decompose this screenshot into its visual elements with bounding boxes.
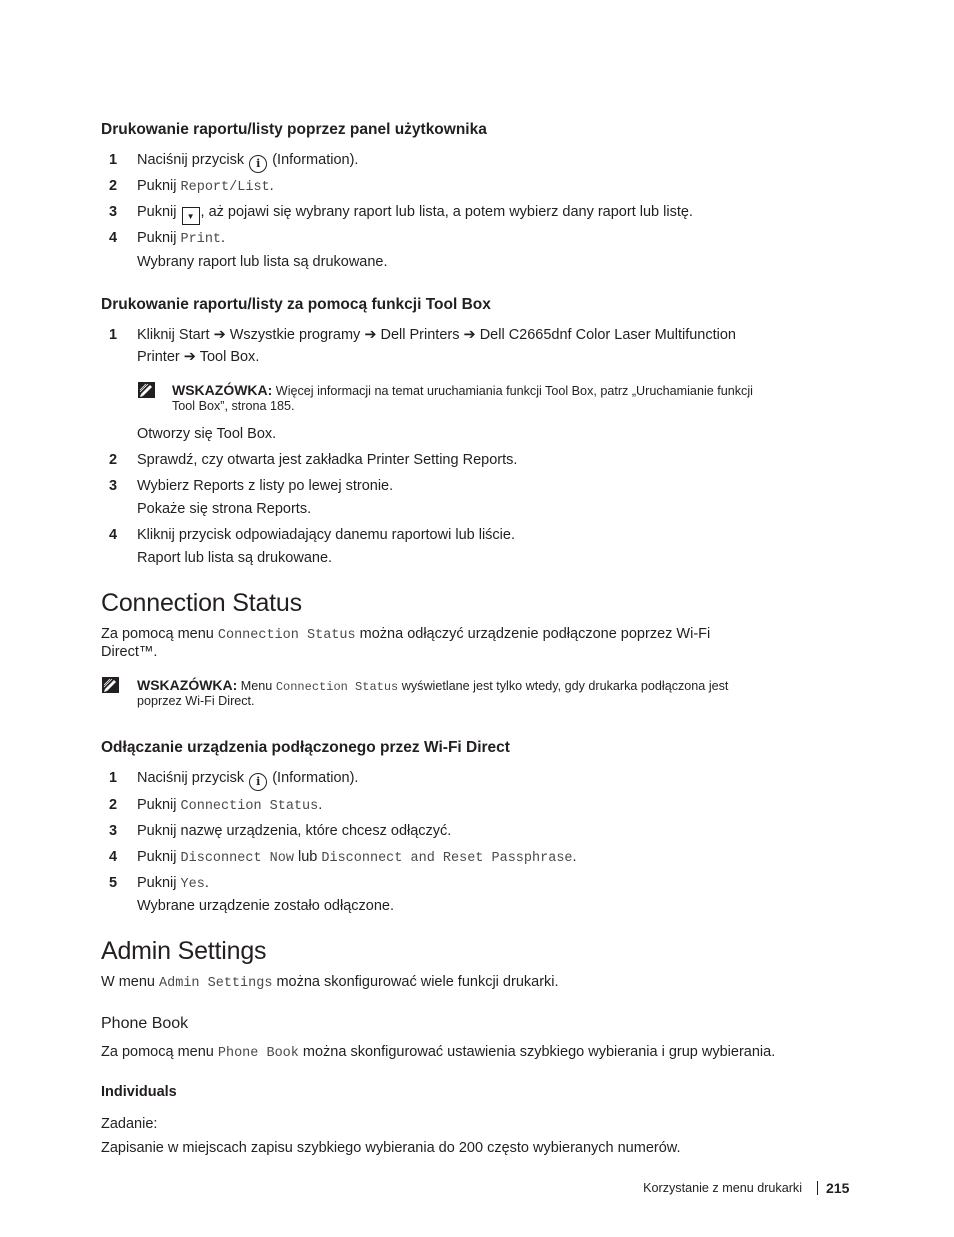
path-item: Wszystkie programy: [229, 327, 361, 343]
paragraph-part: można odłączyć urządzenie podłączone poprzez Wi-Fi: [355, 626, 711, 642]
menu-code: Phone Book: [217, 1046, 299, 1061]
menu-code: Report/List: [180, 180, 270, 195]
note-text: [137, 677, 728, 694]
step-text-part: (: [268, 152, 278, 168]
step-text-part: Puknij: [137, 797, 181, 813]
arrow-icon: ➔: [463, 327, 476, 343]
step-text: [137, 204, 693, 225]
step-text-part: Sprawdź, czy otwarta jest zakładka: [137, 452, 367, 468]
step-number: 1: [109, 770, 118, 786]
step-result: [137, 501, 311, 517]
step-text-part: .: [255, 349, 260, 365]
paragraph-part: można skonfigurować wiele funkcji drukarki.: [272, 974, 559, 990]
step-text-part: ).: [349, 152, 359, 168]
menu-code: Disconnect Now: [180, 851, 294, 866]
paragraph-part: można skonfigurować ustawienia szybkiego wybierania i grup wybierania.: [298, 1044, 776, 1060]
step-text-part: .: [513, 452, 518, 468]
paragraph-part: Za pomocą menu: [101, 626, 218, 642]
step-text-part: Naciśnij przycisk: [137, 152, 249, 168]
step-number: 4: [109, 230, 118, 246]
task-label: Zadanie:: [101, 1116, 158, 1132]
menu-code: Connection Status: [217, 628, 356, 643]
step-text: Kliknij przycisk odpowiadający danemu raportowi lub liście.: [137, 527, 515, 543]
step-text-part: Otworzy się: [137, 426, 217, 442]
menu-code: Admin Settings: [159, 976, 273, 991]
step-text-part: Wybierz: [137, 478, 194, 494]
task-text: Zapisanie w miejscach zapisu szybkiego wybierania do 200 często wybieranych numerów.: [101, 1140, 681, 1156]
step-text-bold: Information: [277, 770, 350, 786]
step-text-bold: Reports: [256, 501, 308, 517]
path-item: Printer: [137, 349, 180, 365]
menu-code: Yes: [180, 877, 205, 892]
step-result: Wybrane urządzenie zostało odłączone.: [137, 898, 394, 914]
step-text-part: Kliknij: [137, 327, 179, 343]
arrow-icon: ➔: [183, 349, 196, 365]
step-text-part: lub: [293, 849, 322, 865]
step-number: 4: [109, 527, 118, 543]
footer-text: Korzystanie z menu drukarki: [643, 1181, 802, 1195]
note-body: wyświetlane jest tylko wtedy, gdy drukarka podłączona jest: [398, 679, 729, 693]
step-text: [137, 152, 358, 173]
section-heading: Phone Book: [101, 1015, 189, 1032]
info-icon: i: [249, 155, 267, 173]
step-result: Wybrany raport lub lista są drukowane.: [137, 254, 388, 270]
step-text: [137, 849, 577, 866]
path-item: Dell Printers: [380, 327, 460, 343]
step-result: Raport lub lista są drukowane.: [137, 550, 333, 566]
note-body: Więcej informacji na temat uruchamiania funkcji Tool Box, patrz „Uruchamianie funkcji: [272, 384, 753, 398]
menu-code: Disconnect and Reset Passphrase: [321, 851, 573, 866]
step-text: [137, 452, 517, 468]
path-item: Tool Box: [199, 349, 256, 365]
step-number: 2: [109, 452, 118, 468]
step-text-part: .: [269, 178, 274, 194]
step-number: 2: [109, 797, 118, 813]
note-text: [172, 382, 753, 398]
step-text-bold: Printer Setting Reports: [366, 452, 514, 468]
paragraph: [101, 626, 710, 643]
step-text: [137, 178, 274, 195]
step-text: [137, 349, 259, 365]
step-number: 3: [109, 204, 118, 220]
step-text: [137, 327, 736, 343]
step-text-part: Puknij: [137, 849, 181, 865]
footer-divider: [817, 1181, 818, 1195]
note-text: poprzez Wi-Fi Direct.: [137, 694, 255, 708]
info-icon: i: [249, 773, 267, 791]
arrow-icon: ➔: [364, 327, 377, 343]
step-text-part: .: [221, 230, 226, 246]
note-text: Tool Box”, strona 185.: [172, 399, 295, 413]
step-text-part: .: [318, 797, 323, 813]
section-heading: Drukowanie raportu/listy za pomocą funkcji Tool Box: [101, 296, 491, 313]
step-text: [137, 478, 393, 494]
step-text: [137, 770, 358, 791]
step-text-bold: Information: [277, 152, 350, 168]
note-label: WSKAZÓWKA:: [172, 382, 273, 398]
step-text-part: Puknij: [137, 204, 181, 220]
menu-code: Connection Status: [180, 799, 319, 814]
note-body: Menu: [237, 679, 276, 693]
menu-code: Connection Status: [275, 680, 399, 694]
step-text-part: .: [572, 849, 577, 865]
note-pencil-icon: [137, 381, 157, 399]
step-number: 1: [109, 152, 118, 168]
step-text-bold: Tool Box: [216, 426, 273, 442]
step-result: [137, 426, 276, 442]
note-pencil-icon: [101, 676, 121, 694]
step-text-part: (: [268, 770, 278, 786]
step-text-part: Puknij: [137, 230, 181, 246]
menu-code: Print: [180, 232, 222, 247]
step-text-part: .: [272, 426, 277, 442]
step-text-part: Puknij: [137, 875, 181, 891]
section-heading: Drukowanie raportu/listy poprzez panel użytkownika: [101, 121, 487, 138]
step-text: Puknij nazwę urządzenia, które chcesz odłączyć.: [137, 823, 452, 839]
dropdown-icon: ▼: [182, 207, 200, 225]
step-number: 5: [109, 875, 118, 891]
step-text-part: , aż pojawi się wybrany raport lub lista, a potem wybierz dany raport lub listę.: [200, 204, 693, 220]
step-number: 1: [109, 327, 118, 343]
step-text: [137, 230, 225, 247]
step-text-part: .: [307, 501, 312, 517]
step-text-part: ).: [349, 770, 359, 786]
chapter-heading: Connection Status: [101, 589, 302, 617]
section-heading: Odłączanie urządzenia podłączonego przez Wi-Fi Direct: [101, 739, 510, 756]
step-number: 4: [109, 849, 118, 865]
paragraph-part: W menu: [101, 974, 160, 990]
paragraph-part: Za pomocą menu: [101, 1044, 218, 1060]
paragraph: [101, 1044, 775, 1061]
step-text-part: Naciśnij przycisk: [137, 770, 249, 786]
step-text-part: .: [204, 875, 209, 891]
step-text-bold: Reports: [193, 478, 245, 494]
arrow-icon: ➔: [213, 327, 226, 343]
path-item: Start: [178, 327, 210, 343]
step-number: 3: [109, 823, 118, 839]
step-text: [137, 797, 322, 814]
note-label: WSKAZÓWKA:: [137, 677, 238, 693]
step-text-part: Puknij: [137, 178, 181, 194]
step-number: 3: [109, 478, 118, 494]
subsection-heading: Individuals: [101, 1084, 177, 1100]
step-text: [137, 875, 209, 892]
path-item: Dell C2665dnf Color Laser Multifunction: [479, 327, 736, 343]
step-text-part: Pokaże się strona: [137, 501, 257, 517]
step-text-part: z listy po lewej stronie.: [244, 478, 394, 494]
paragraph: Direct™.: [101, 644, 158, 660]
step-number: 2: [109, 178, 118, 194]
chapter-heading: Admin Settings: [101, 937, 267, 965]
page-number: 215: [826, 1180, 850, 1196]
paragraph: [101, 974, 559, 991]
